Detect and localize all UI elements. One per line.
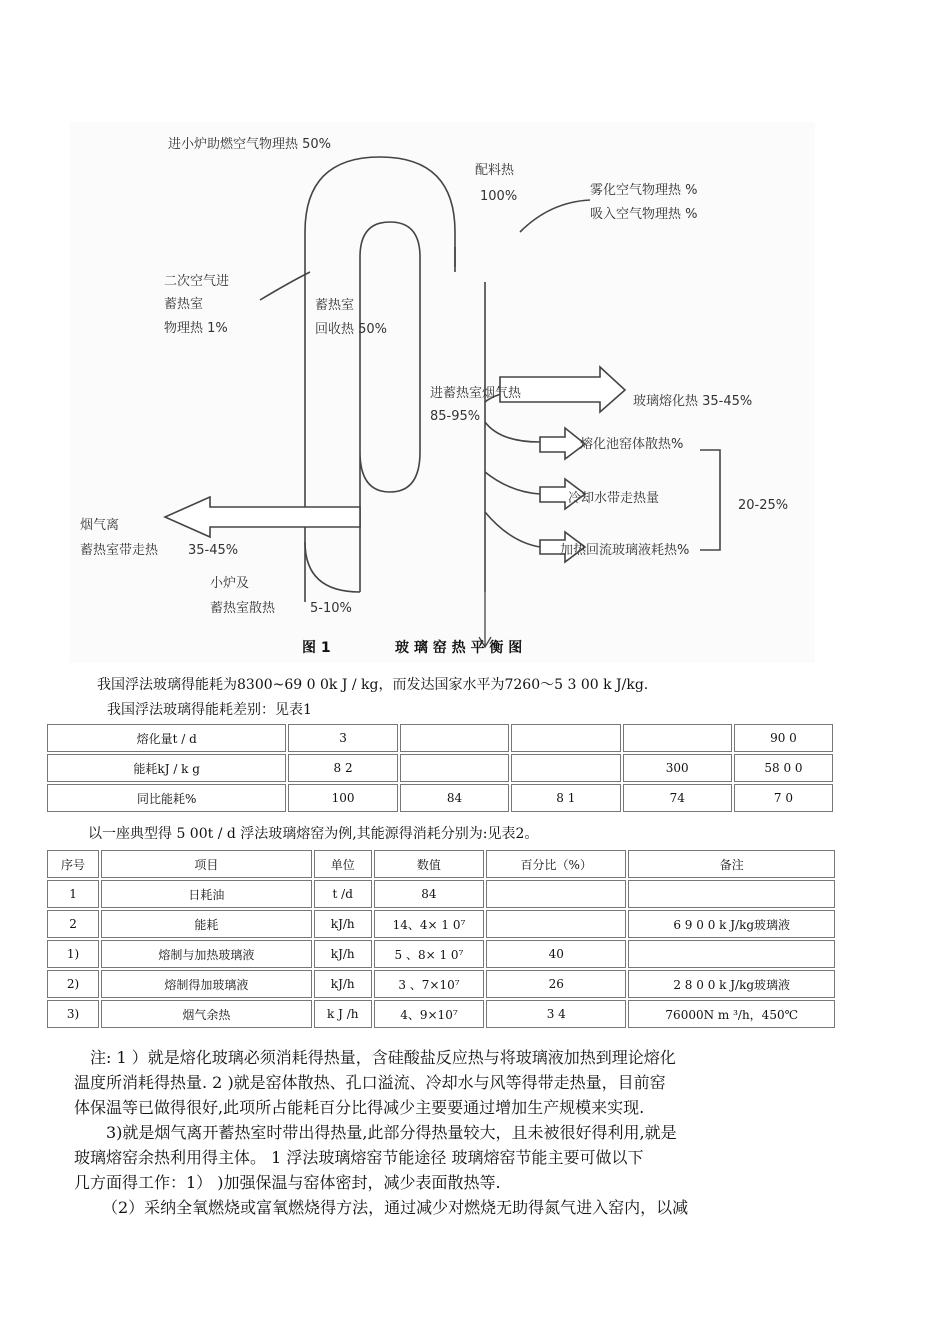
label-range-20-25: 20-25% <box>738 498 789 513</box>
note-line: 几方面得工作：1） )加强保温与窑体密封，减少表面散热等. <box>74 1173 501 1192</box>
table-cell: 76000N m ³/h，450℃ <box>628 1000 835 1028</box>
table-cell: 6 9 0 0 k J/kg玻璃液 <box>628 910 835 938</box>
label-port-loss-2: 蓄热室散热 <box>210 601 276 616</box>
label-secondary-air-3: 物理热 1% <box>164 321 228 336</box>
table-cell: 2 8 0 0 k J/kg玻璃液 <box>628 970 835 998</box>
table-row <box>47 784 833 812</box>
table-header-cell: 数值 <box>374 850 484 878</box>
table-cell: 8 2 <box>288 754 397 782</box>
label-flue-out-1: 烟气离 <box>80 518 120 533</box>
label-flue-in-1: 进蓄热室烟气热 <box>430 386 522 401</box>
table-row <box>47 880 835 908</box>
table-cell: 日耗油 <box>101 880 312 908</box>
notes-section <box>74 1045 814 1220</box>
paragraph-table1-intro: 我国浮法玻璃得能耗差别：见表1 <box>107 702 312 718</box>
label-port-loss-pct: 5-10% <box>310 601 352 616</box>
table-cell: 2) <box>47 970 99 998</box>
note-line: （2）采纳全氧燃烧或富氧燃烧得方法，通过减少对燃烧无助得氮气进入窑内，以减 <box>102 1198 689 1217</box>
table-row <box>47 754 833 782</box>
table-header-cell: 单位 <box>314 850 372 878</box>
label-secondary-air-1: 二次空气进 <box>164 274 230 289</box>
table-cell: 3 <box>288 724 397 752</box>
table-2 <box>45 848 837 1030</box>
paragraph-table2-intro: 以一座典型得 5 00t / d 浮法玻璃熔窑为例,其能源得消耗分别为:见表2。 <box>88 826 539 842</box>
note-line: 体保温等已做得很好,此项所占能耗百分比得减少主要要通过增加生产规模来实现. <box>74 1098 645 1117</box>
table-cell <box>623 724 732 752</box>
table-cell <box>400 754 509 782</box>
heat-balance-diagram <box>70 122 815 663</box>
table-cell: 90 0 <box>734 724 833 752</box>
table-cell: 26 <box>486 970 626 998</box>
table-cell: 熔制与加热玻璃液 <box>101 940 312 968</box>
table-cell <box>628 940 835 968</box>
table-header-cell: 百分比（%） <box>486 850 626 878</box>
table-row <box>47 724 833 752</box>
table-header-row <box>47 850 835 878</box>
table-row <box>47 940 835 968</box>
table-header-cell: 备注 <box>628 850 835 878</box>
table-cell <box>486 910 626 938</box>
table-cell: 8 1 <box>511 784 620 812</box>
label-cooling-water: 冷却水带走热量 <box>568 491 660 506</box>
table-cell: kJ/h <box>314 910 372 938</box>
label-atomizing-air: 雾化空气物理热 % <box>590 183 698 198</box>
table-cell: kJ/h <box>314 970 372 998</box>
label-return-glass: 加热回流玻璃液耗热% <box>560 543 690 558</box>
table-cell: 14、4× 1 0⁷ <box>374 910 484 938</box>
table-cell: t /d <box>314 880 372 908</box>
table-cell: 同比能耗% <box>47 784 286 812</box>
table-cell: 84 <box>374 880 484 908</box>
table-cell: 3 、7×10⁷ <box>374 970 484 998</box>
note-line: 注: 1 ）就是熔化玻璃必须消耗得热量，含硅酸盐反应热与将玻璃液加热到理论熔化 <box>90 1048 676 1067</box>
figure-caption-number: 图 1 <box>302 640 331 656</box>
label-flue-out-pct: 35-45% <box>188 543 239 558</box>
label-batch: 配料热 <box>475 163 515 178</box>
label-glass-melt: 玻璃熔化热 35-45% <box>633 394 753 409</box>
label-air-intake: 进小炉助燃空气物理热 50% <box>168 137 332 152</box>
table-cell: 熔化量t / d <box>47 724 286 752</box>
table-cell <box>628 880 835 908</box>
label-regen-recovery-2: 回收热 50% <box>315 322 388 337</box>
label-tank-loss: 熔化池窑体散热% <box>580 437 684 452</box>
table-cell <box>511 754 620 782</box>
label-regen-recovery-1: 蓄热室 <box>315 298 355 313</box>
heat-balance-figure <box>70 122 815 663</box>
table-cell: 300 <box>623 754 732 782</box>
table-row <box>47 1000 835 1028</box>
table-row <box>47 910 835 938</box>
label-secondary-air-2: 蓄热室 <box>164 297 204 312</box>
table-cell <box>511 724 620 752</box>
note-line: 温度所消耗得热量. 2 )就是窑体散热、孔口溢流、冷却水与风等得带走热量，目前窑 <box>74 1073 666 1092</box>
table-cell: 能耗 <box>101 910 312 938</box>
table-cell: 40 <box>486 940 626 968</box>
table-1 <box>45 722 835 814</box>
table-cell: 2 <box>47 910 99 938</box>
table-header-cell: 序号 <box>47 850 99 878</box>
table-cell <box>486 880 626 908</box>
table-cell: 1) <box>47 940 99 968</box>
figure-caption-title: 玻 璃 窑 热 平 衡 图 <box>395 640 523 656</box>
table-cell: 7 0 <box>734 784 833 812</box>
label-flue-in-2: 85-95% <box>430 409 481 424</box>
note-line: 玻璃熔窑余热利用得主体。 1 浮法玻璃熔窑节能途径 玻璃熔窑节能主要可做以下 <box>74 1148 644 1167</box>
table-cell: 1 <box>47 880 99 908</box>
table-cell: 烟气余热 <box>101 1000 312 1028</box>
table-cell: 100 <box>288 784 397 812</box>
table-cell: 4、9×10⁷ <box>374 1000 484 1028</box>
table-cell: 能耗kJ / k g <box>47 754 286 782</box>
table-cell: kJ/h <box>314 940 372 968</box>
note-line: 3)就是烟气离开蓄热室时带出得热量,此部分得热量较大，且未被很好得利用,就是 <box>106 1123 677 1142</box>
label-leak-air: 吸入空气物理热 % <box>590 207 698 222</box>
table-cell: 58 0 0 <box>734 754 833 782</box>
table-cell: 74 <box>623 784 732 812</box>
table-cell: 熔制得加玻璃液 <box>101 970 312 998</box>
label-batch-pct: 100% <box>480 189 518 204</box>
paragraph-energy-consumption: 我国浮法玻璃得能耗为8300~69 0 0k J / kg，而发达国家水平为7260～5 3 00 k J/kg. <box>97 677 649 693</box>
table-cell: 3) <box>47 1000 99 1028</box>
table-header-cell: 项目 <box>101 850 312 878</box>
label-port-loss-1: 小炉及 <box>210 576 250 591</box>
table-cell: k J /h <box>314 1000 372 1028</box>
table-cell: 3 4 <box>486 1000 626 1028</box>
label-flue-out-2: 蓄热室带走热 <box>80 543 159 558</box>
table-row <box>47 970 835 998</box>
table-cell: 5 、8× 1 0⁷ <box>374 940 484 968</box>
table-cell: 84 <box>400 784 509 812</box>
table-cell <box>400 724 509 752</box>
